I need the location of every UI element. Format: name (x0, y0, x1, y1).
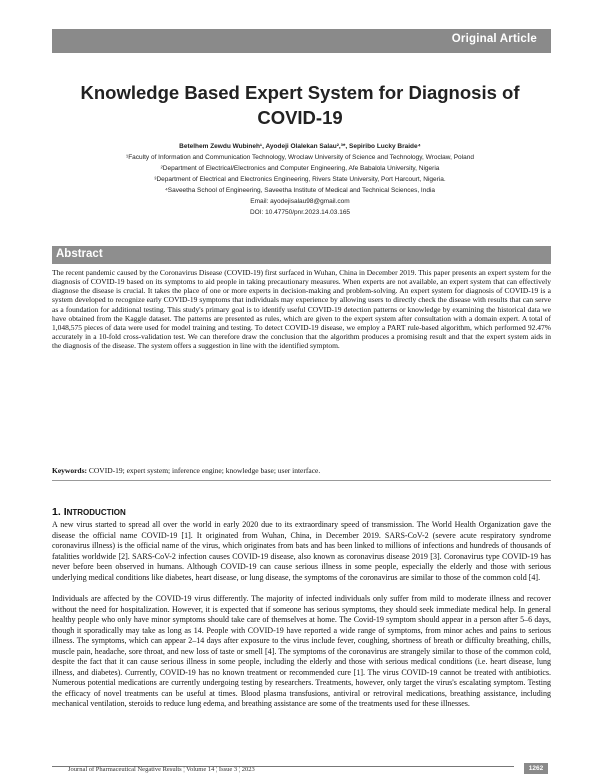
affiliation-3: ³Department of Electrical and Electronics Engineering, Rivers State University, Port Harcourt, Nigeria. (154, 176, 446, 183)
keywords-label: Keywords: (52, 466, 87, 475)
footer-journal: Journal of Pharmaceutical Negative Results ¦ Volume 14 ¦ Issue 3 ¦ 2023 (68, 766, 255, 773)
affiliation-2: ²Department of Electrical/Electronics and Computer Engineering, Afe Babalola University, Nigeria (160, 165, 440, 172)
author-block (60, 141, 540, 218)
author-email: Email: ayodejisalau98@gmail.com (250, 198, 350, 205)
page-number: 1262 (524, 763, 548, 774)
abstract-heading: Abstract (56, 248, 103, 260)
intro-paragraph-1: A new virus started to spread all over the world in early 2020 due to its extraordinary speed of transmission. The World Health Organization gave the disease the official name COVID-19 [1]. It originated from Wuhan, China, in December 2019. SARS-CoV-2 (severe acute respiratory syndrome coronavirus illness) is the official name of the virus, which originates from bats and has been linked to millions of infections and hundreds of thousands of fatalities worldwide [2]. SARS-CoV-2 infection causes COVID-19 disease, also known as coronavirus disease 2019 [3]. Coronavirus type COVID-19 has never before been observed in humans. Although COVID-19 can cause serious illness in some people, especially the elderly and those with serious underlying medical conditions like diabetes, heart disease, or lung disease, the symptoms of the coronavirus are similar to those of the common cold [4]. (52, 520, 551, 582)
paper-title: Knowledge Based Expert System for Diagnosis of COVID-19 (80, 82, 520, 128)
abstract-text: The recent pandemic caused by the Coronavirus Disease (COVID-19) first surfaced in Wuhan, China in December 2019. This paper presents an expert system for the diagnosis of COVID-19 based on its symptoms to aid people in taking precautionary measures. When experts are not available, an expert system that can effectively diagnose the disease is crucial. It takes the place of one or more experts in decision-making and problem-solving. An expert system for diagnosis of COVID-19 is a system developed to recognize early COVID-19 symptoms that individuals may experience by allowing users to directly check the disease with results that can serve as a foundation for additional testing. This study's primary goal is to identify useful COVID-19 detection patterns or knowledge by examining the historical data we have obtained from the Kaggle dataset. The patterns are presented as rules, which are given to the expert system after consultation with a domain expert. A total of 1,048,575 pieces of data were used for model training and testing. To detect COVID-19 disease, we employ a PART rule-based algorithm, which performed 92.47% accurately in a 10-fold cross-validation test. We can therefore draw the conclusion that the algorithm produces a promising result and that the expert system aids in the diagnosis of the disease. The system offers a suggestion in line with the identified symptom. (52, 268, 551, 351)
section-title-rest: NTRODUCTION (66, 508, 126, 517)
section-number: 1. (52, 506, 61, 518)
section-divider (52, 480, 551, 481)
affiliation-1: ¹Faculty of Information and Communication Technology, Wroclaw University of Science and Technology, Wroclaw, Poland (126, 154, 474, 161)
keywords (52, 466, 551, 475)
article-type-banner (52, 29, 551, 53)
intro-paragraph-2: Individuals are affected by the COVID-19 virus differently. The majority of infected individuals only suffer from mild to moderate illness and recover without the need for hospitalization. However, it is expected that if someone has serious symptoms, they should seek immediate medical help. In general healthy people who only have minor symptoms should take care of themselves at home. The Covid-19 symptom should appear in a person after 5–6 days, though it sporadically may take as long as 14. People with COVID-19 have reported a wide range of symptoms, from minor aches and pains to serious illness. The symptoms, which can appear 2–14 days after exposure to the virus include fever, coughing, shortness of breath or difficulty breathing, chills, muscle pain, headache, sore throat, and new loss of taste or smell [4]. The symptoms of the coronavirus are strangely similar to those of the common cold, despite the fact that it can cause serious illness in some people, including the elderly and those with serious medical conditions (i.e. heart disease, lung illness, and diabetes). Currently, COVID-19 has no known treatment or recommended cure [1]. The virus COVID-19 cannot be treated with antibiotics. Numerous potential medications are currently undergoing testing by researchers. Treatments, however, only target the virus's escalating symptom. Testing the efficacy of novel treatments can be useful at times. Blood plasma transfusions, antiviral or retroviral medications, breathing assistance, including mechanical ventilation, steroids to reduce lung edema, and breathing assistance are some of the treatments used for these illnesses. (52, 594, 551, 708)
section-heading-introduction (52, 506, 126, 518)
keywords-text: COVID-19; expert system; inference engine; knowledge base; user interface. (88, 466, 321, 475)
doi-link[interactable]: DOI: 10.47750/pnr.2023.14.03.165 (249, 209, 351, 216)
section-initial: I (63, 506, 67, 518)
affiliation-4: ⁴Saveetha School of Engineering, Saveetha Institute of Medical and Technical Sciences, India (164, 187, 436, 194)
article-type-label: Original Article (451, 33, 537, 45)
author-names: Betelhem Zewdu Wubineh¹, Ayodeji Olalekan Salau²,³*, Sepiribo Lucky Braide⁴ (179, 143, 421, 150)
abstract-heading-bar (52, 246, 551, 264)
